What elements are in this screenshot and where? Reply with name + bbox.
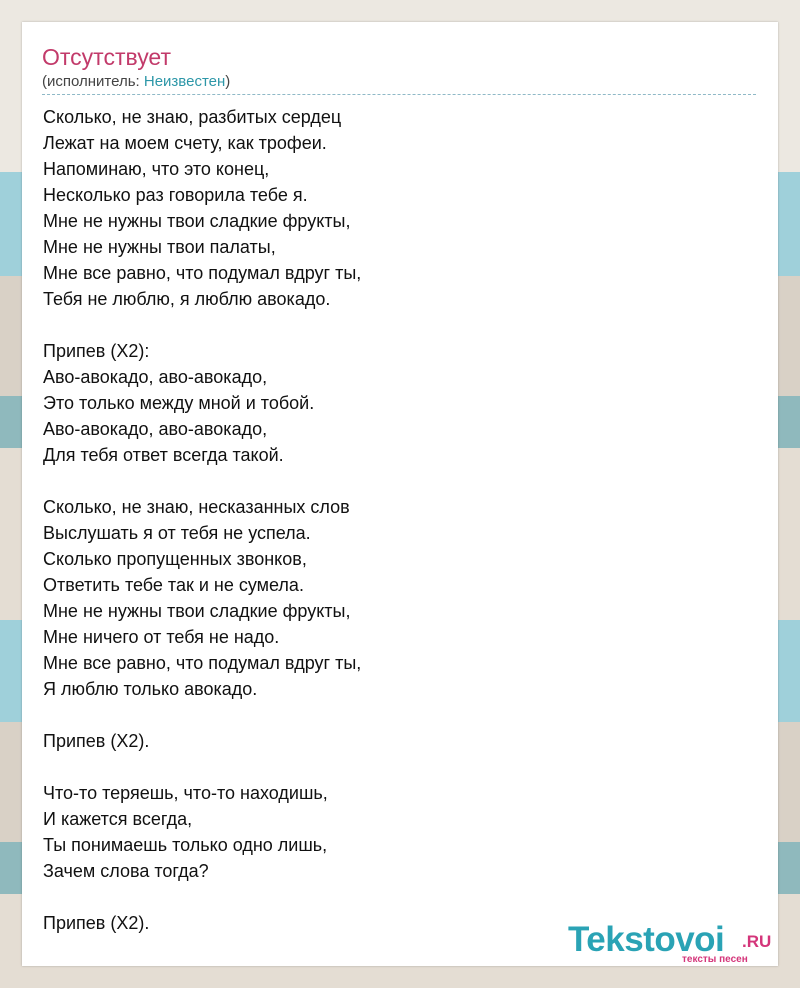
lyric-line: Тебя не люблю, я люблю авокадо. bbox=[43, 289, 331, 309]
lyric-line: Аво-авокадо, аво-авокадо, bbox=[43, 367, 268, 387]
lyric-line: Мне не нужны твои сладкие фрукты, bbox=[43, 211, 351, 231]
artist-suffix: ) bbox=[225, 73, 231, 90]
lyric-line: Мне не нужны твои палаты, bbox=[43, 237, 276, 257]
lyric-line: Выслушать я от тебя не успела. bbox=[43, 523, 311, 543]
lyric-line: Мне ничего от тебя не надо. bbox=[43, 627, 280, 647]
lyric-line: Сколько, не знаю, разбитых сердец bbox=[43, 107, 342, 127]
lyric-line: Мне все равно, что подумал вдруг ты, bbox=[43, 263, 362, 283]
logo-domain: .RU bbox=[742, 932, 772, 951]
stanza-gap bbox=[43, 754, 743, 780]
artist-prefix: (исполнитель: bbox=[42, 73, 144, 90]
lyric-line: И кажется всегда, bbox=[43, 809, 193, 829]
artist-line bbox=[42, 72, 230, 92]
site-logo[interactable] bbox=[568, 920, 778, 966]
logo-wordmark: Tekstovoi bbox=[568, 920, 725, 959]
stanza-gap bbox=[43, 312, 743, 338]
lyrics-card bbox=[22, 22, 778, 966]
lyric-line: Сколько пропущенных звонков, bbox=[43, 549, 307, 569]
title-divider bbox=[42, 94, 756, 95]
stanza-gap bbox=[43, 468, 743, 494]
lyric-line: Припев (X2). bbox=[43, 913, 150, 933]
lyrics-text bbox=[43, 104, 743, 936]
song-title: Отсутствует bbox=[42, 44, 171, 70]
lyric-line: Лежат на моем счету, как трофеи. bbox=[43, 133, 327, 153]
lyric-line: Сколько, не знаю, несказанных слов bbox=[43, 497, 350, 517]
lyric-line: Припев (X2): bbox=[43, 341, 150, 361]
lyric-line: Припев (X2). bbox=[43, 731, 150, 751]
lyric-line: Несколько раз говорила тебе я. bbox=[43, 185, 308, 205]
stanza-gap bbox=[43, 702, 743, 728]
lyric-line: Я люблю только авокадо. bbox=[43, 679, 258, 699]
lyric-line: Это только между мной и тобой. bbox=[43, 393, 315, 413]
logo-tagline: тексты песен bbox=[682, 954, 748, 965]
stanza-gap bbox=[43, 884, 743, 910]
lyric-line: Аво-авокадо, аво-авокадо, bbox=[43, 419, 268, 439]
lyric-line: Напоминаю, что это конец, bbox=[43, 159, 270, 179]
lyric-line: Зачем слова тогда? bbox=[43, 861, 209, 881]
lyric-line: Мне все равно, что подумал вдруг ты, bbox=[43, 653, 362, 673]
lyric-line: Ты понимаешь только одно лишь, bbox=[43, 835, 328, 855]
lyric-line: Что-то теряешь, что-то находишь, bbox=[43, 783, 328, 803]
lyric-line: Ответить тебе так и не сумела. bbox=[43, 575, 304, 595]
artist-link[interactable]: Неизвестен bbox=[143, 73, 226, 90]
lyric-line: Мне не нужны твои сладкие фрукты, bbox=[43, 601, 351, 621]
lyric-line: Для тебя ответ всегда такой. bbox=[43, 445, 284, 465]
